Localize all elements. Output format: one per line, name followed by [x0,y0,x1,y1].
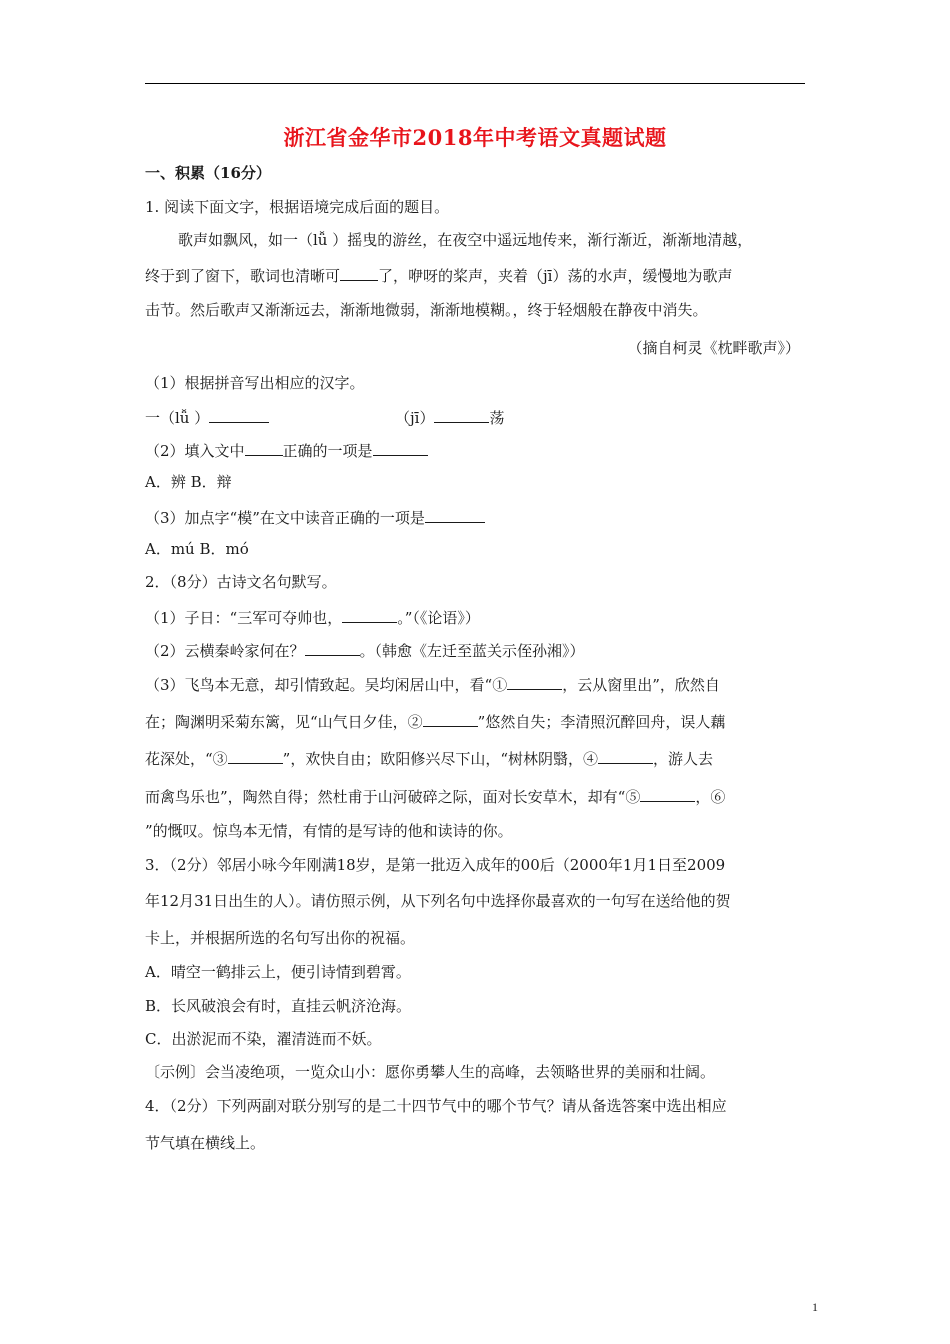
answer-blank [228,747,283,764]
question-3-stem: 年12月31日出生的人）。请仿照示例，从下列名句中选择你最喜欢的一句写在送给他的贺 [145,892,731,910]
answer-blank [640,785,695,802]
header-rule [145,83,805,84]
passage-text: 了，咿呀的桨声，夹着（jī）荡的水声，缓慢地为歌声 [378,267,733,285]
answer-options: A．mú B．mó [145,540,249,558]
poem-line: ”的慨叹。惊鸟本无情，有情的是写诗的他和读诗的你。 [145,822,513,840]
page-number: 1 [812,1300,818,1314]
option-a: A．晴空一鹤排云上，便引诗情到碧霄。 [145,963,411,981]
poem-text: ，⑥ [695,788,726,806]
pinyin-answer-line [145,406,269,428]
answer-options: A．辨 B．辩 [145,473,232,491]
sub-question: （1）根据拼音写出相应的汉字。 [145,374,365,392]
section-heading: 一、积累（16分） [145,164,271,182]
poem-text: 在；陶渊明采菊东篱，见“山气日夕佳，② [145,713,423,731]
poem-text: ，游人去 [653,750,714,768]
poem-line [145,710,725,732]
answer-blank [507,673,562,690]
poem-text: ”，欢快自由；欧阳修兴尽下山，“树林阴翳，④ [282,750,599,768]
poem-line [145,673,720,695]
question-3-stem: 3．（2分）邻居小咏今年刚满18岁，是第一批迈入成年的00后（2000年1月1日至2009 [145,856,726,874]
option-c: C．出淤泥而不染，濯清涟而不妖。 [145,1030,382,1048]
poem-line [145,747,713,769]
poem-text: ，云从窗里出”，欣然自 [562,676,720,694]
passage-line [145,264,732,286]
answer-blank [423,710,478,727]
sub-question-text: （2）填入文中 [145,442,245,460]
pinyin-label: （jī） [395,409,435,427]
poem-text: 。（韩愈《左迁至蓝关示侄孙湘》） [359,642,585,660]
answer-blank [342,606,397,623]
question-2-stem: 2．（8分）古诗文名句默写。 [145,573,337,591]
poem-text: 而禽鸟乐也”，陶然自得；然杜甫于山河破碎之际，面对长安草木，却有“⑤ [145,788,641,806]
poem-text: ”悠然自失；李清照沉醉回舟，误人藕 [477,713,726,731]
answer-blank [598,747,653,764]
sub-question [145,506,485,528]
option-b: B．长风破浪会有时，直挂云帆济沧海。 [145,997,412,1015]
sub-question [145,439,428,461]
pinyin-suffix: 荡 [489,409,505,427]
answer-blank [373,439,428,456]
poem-line [145,639,585,661]
passage-line: 击节。然后歌声又渐渐远去，渐渐地微弱，渐渐地模糊。，终于轻烟般在静夜中消失。 [145,301,708,319]
question-1-stem: 1. 阅读下面文字，根据语境完成后面的题目。 [145,198,450,216]
poem-text: （1）子日：“三军可夺帅也， [145,609,343,627]
answer-blank [425,506,485,523]
poem-line [145,785,725,807]
poem-line [145,606,480,628]
passage-source: （摘自柯灵《枕畔歌声》） [627,339,800,357]
answer-blank [305,639,360,656]
poem-text: 。”（《论语》） [397,609,480,627]
pinyin-answer-line [395,406,504,428]
question-4-stem: 节气填在横线上。 [145,1134,266,1152]
pinyin-label: 一（lǚ ） [145,409,210,427]
sub-question-text: （3）加点字“模”在文中读音正确的一项是 [145,509,425,527]
poem-text: （3）飞鸟本无意，却引情致起。吴均闲居山中，看“① [145,676,508,694]
answer-blank [209,406,269,423]
passage-line: 歌声如飘风，如一（lǚ ）摇曳的游丝，在夜空中遥远地传来，渐行渐近，渐渐地清越， [178,231,753,249]
poem-text: （2）云横秦岭家何在？ [145,642,305,660]
poem-text: 花深处，“③ [145,750,228,768]
example-line: 〔示例〕会当凌绝项，一览众山小：愿你勇攀人生的高峰，去领略世界的美丽和壮阔。 [145,1063,716,1081]
question-3-stem: 卡上，并根据所选的名句写出你的祝福。 [145,929,416,947]
fill-blank [245,439,283,456]
sub-question-text: 正确的一项是 [282,442,373,460]
answer-blank [434,406,489,423]
passage-text: 终于到了窗下，歌词也清晰可 [145,267,341,285]
question-4-stem: 4．（2分）下列两副对联分别写的是二十四节气中的哪个节气？请从备选答案中选出相应 [145,1097,727,1115]
page-title: 浙江省金华市2018年中考语文真题试题 [283,125,667,150]
fill-blank [340,264,378,281]
